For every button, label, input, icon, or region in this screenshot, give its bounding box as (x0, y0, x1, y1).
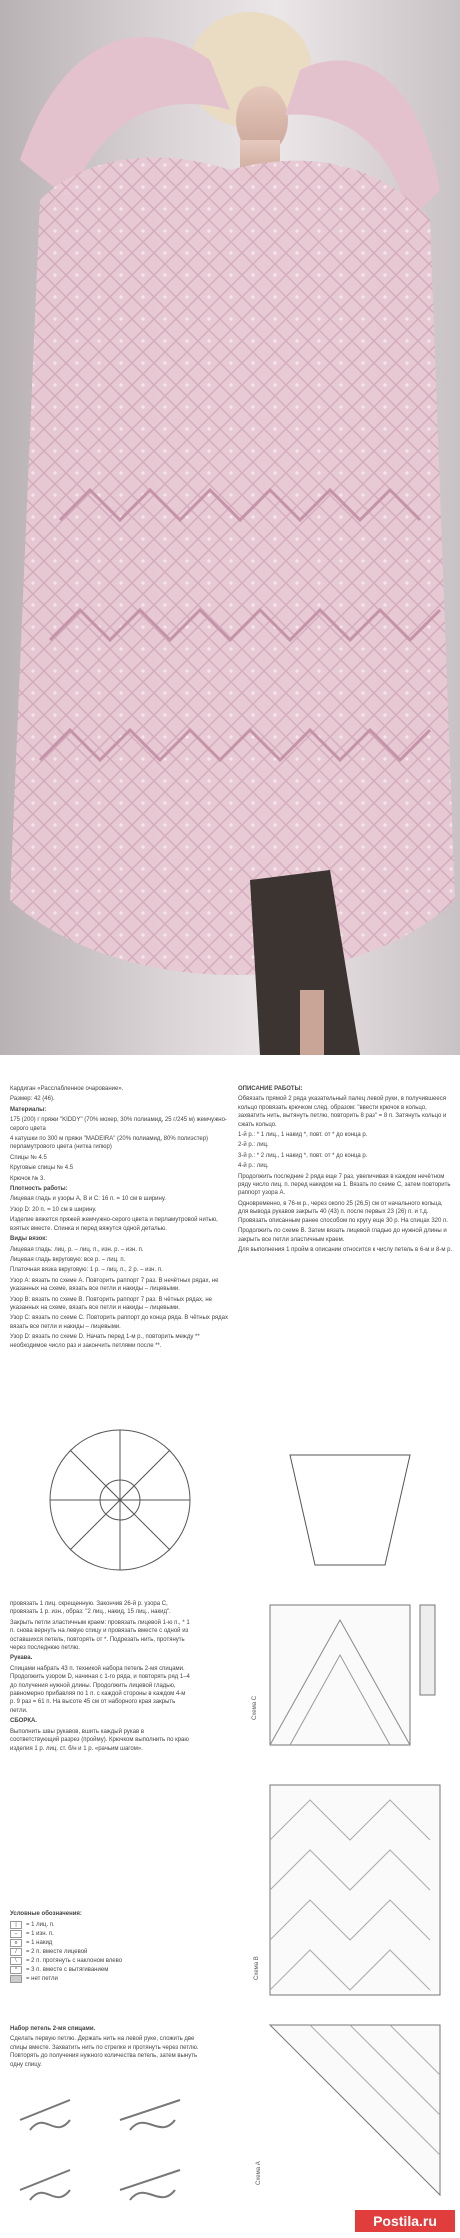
k3tog-icon: ^ (10, 1966, 22, 1974)
sleeves-text: Спицами набрать 43 п. техникой набора петель 2-мя спицами. Продолжить узором D, начиная с 1-го ряда, и повторять ряд 1–4 до получения нужной длины. Продолжить лицевой гладью, равномерно прибавляя по 1 п. с каждой стороны в каждом 4-м р. 9 раз = 61 п. На высоте 45 см от наборного края закрыть петли. (10, 1665, 190, 1714)
stitch-item: Узор В: вязать по схеме В. Повторить раппорт 7 раз. В чётных рядах, не указанных на схеме, вязать все петли и накиды – лицевыми. (10, 1296, 212, 1311)
stitch-item: Узор А: вязать по схеме А. Повторить раппорт 7 раз. В нечётных рядах, не указанных на схеме, вязать все петли и накиды – лицевыми. (10, 1277, 219, 1293)
legend-row: / = 2 п. вместе лицевой (10, 1947, 210, 1956)
scheme-c-chart (250, 1600, 450, 1750)
material-item: Спицы № 4.5 (10, 1154, 47, 1161)
k2tog-icon: / (10, 1948, 22, 1956)
cardigan-illustration (0, 0, 460, 1055)
legend-row: – = 1 изн. п. (10, 1929, 210, 1938)
stitches-heading: Виды вязок: (10, 1236, 48, 1243)
no-stitch-icon (10, 1975, 22, 1983)
stitch-item: Платочная вязка вкруговую: 1 р. – лиц. п., 2 р. – изн. п. (10, 1267, 163, 1274)
cast-on-illustrations (10, 2090, 210, 2225)
row-item: 4-й р.: лиц. (238, 1163, 269, 1170)
model-photo (0, 0, 460, 1055)
material-item: 175 (200) г пряжи "KIDDY" (70% мохер, 30% полиамид, 25 г/245 м) жемчужно-серого цвета (10, 1117, 227, 1132)
material-item: Круговые спицы № 4.5 (10, 1165, 74, 1172)
scheme-c-label: Схема С (252, 1695, 258, 1720)
left-tail-text: Закрыть петли эластичным краем: провязать лицевой 1-ю п., * 1 п. снова вернуть на левую спицу и провязать вместе с одной из оставшихся петель, повторять от *. Подрезать нить, протянуть через последнюю петлю. (10, 1619, 190, 1652)
work-heading: ОПИСАНИЕ РАБОТЫ: (238, 1086, 303, 1092)
assembly-text: Выполнить швы рукавов, вшить каждый рукав в соответствующий разрез (пройму). Крючком выполнить по краю изделия 1 р. лиц. ст. б/н и 1 р. «рачьим шагом». (10, 1728, 189, 1752)
scheme-b-label: Схема B (254, 1956, 260, 1980)
stitch-item: Узор D: вязать по схеме D. Начать перед 1-м р., повторить между ** необходимое число раз и закончить петлями после **. (10, 1334, 200, 1349)
sleeves-heading: Рукава. (10, 1655, 33, 1662)
legend (10, 1910, 210, 1983)
row-item: 1-й р.: * 1 лиц., 1 накид *, повт. от * до конца р. (238, 1132, 368, 1139)
row-item: 3-й р.: * 2 лиц., 1 накид *, повт. от * до конца р. (238, 1152, 368, 1159)
knit-icon: | (10, 1921, 22, 1929)
work-paragraph: Для выполнения 1 пройм в описании относится к числу петель в 6-м и 8-м р. (238, 1246, 453, 1253)
work-paragraph: Продолжить последние 2 ряда еще 7 раз, увеличивая в каждом нечётном ряду число лиц. п. перед накидом на 1. Вязать по схеме С, затем повторить раппорт узора А. (238, 1173, 451, 1197)
stitch-item: Лицевая гладь вкруговую: все р. – лиц. п. (10, 1256, 126, 1263)
cast-on-heading: Набор петель 2-мя спицами. (10, 2026, 96, 2032)
material-item: Крючок № 3. (10, 1175, 46, 1182)
work-paragraph: Одновременно, в 76-м р., через около 25 (26,5) см от начального кольца, для вывода рукавов закрыть 40 (43) п. после первых 23 (26) п. и т.д. Провязать описанным ранее способом по кругу еще 30 р. На спицах 320 п. (238, 1200, 448, 1224)
materials-heading: Материалы: (10, 1106, 47, 1113)
legend-row: = нет петли (10, 1974, 210, 1983)
footer-left (10, 1600, 190, 1755)
stitch-item: Узор С: вязать по схеме С. Повторить раппорт до конца ряда. В чётных рядах вязать все петли и накиды – лицевыми. (10, 1315, 228, 1330)
watermark-logo: Postila.ru (355, 2210, 455, 2232)
size-line: Размер: 42 (46). (10, 1096, 55, 1103)
purl-icon: – (10, 1930, 22, 1938)
left-column (10, 1085, 228, 1352)
legend-row: \ = 2 п. протянуть с наклоном влево (10, 1956, 210, 1965)
scheme-a-label: Схема А (256, 2161, 262, 2185)
stitch-item: Лицевая гладь: лиц. р. – лиц. п., изн. р. – изн. п. (10, 1246, 144, 1253)
schematic-drawings (10, 1415, 450, 1575)
scheme-a-chart (250, 2015, 450, 2205)
work-intro: Обвязать прямой 2 ряда указательный палец левой руки, в получившееся кольцо провязать крючком след. образом: "ввести крючок в кольцо, захватить нить, вытянуть петлю, повторить 8 раз" = 8 п. Затянуть кольцо и сжать кольцо. (238, 1096, 447, 1128)
intro-text: Изделие вяжется пряжей жемчужно-серого цвета и перламутровой нитью, взятых вместе. Спинка и перед вяжутся одной деталью. (10, 1217, 218, 1232)
cast-on-section (10, 2025, 210, 2071)
cast-on-text: Сделать первую петлю. Держать нить на левой руке, сложить две спицы вместе. Захватить нить по стрелке и протянуть через петлю. Повторять до получения нужного количества петель, затем вынуть одну спицу. (10, 2036, 199, 2068)
right-column (238, 1085, 453, 1256)
scheme-b-chart (250, 1780, 450, 2000)
ssk-icon: \ (10, 1957, 22, 1965)
density-heading: Плотность работы: (10, 1186, 68, 1193)
row-item: 2-й р.: лиц. (238, 1142, 269, 1149)
density-item: Лицевая гладь и узоры А, В и С: 16 п. = 10 см в ширину. (10, 1196, 166, 1203)
legend-row: o = 1 накид (10, 1938, 210, 1947)
legend-row: ^ = 3 п. вместе с вытягиванием (10, 1965, 210, 1974)
pattern-title: Кардиган «Расслабленное очарование». (10, 1086, 124, 1092)
legend-heading: Условные обозначения: (10, 1911, 82, 1917)
work-paragraph: Продолжить по схеме В. Затем вязать лицевой гладью до нужной длины и закрыть все петли эластичным краем. (238, 1228, 447, 1243)
yarn-over-icon: o (10, 1939, 22, 1947)
footer-left-text: провязать 1 лиц. скрещенную. Закончив 26-й р. узора С, провязать 1 р. изн., образ: "2 лиц., накид, 15 лиц., накид". (10, 1601, 171, 1616)
legend-row: | = 1 лиц. п. (10, 1920, 210, 1929)
material-item: 4 катушки по 300 м пряжи "MADEIRA" (20% полиамид, 80% полиэстер) перламутрового цвета (нитка гипюр) (10, 1136, 209, 1151)
density-item: Узор D: 20 п. = 10 см в ширину. (10, 1206, 97, 1213)
assembly-heading: СБОРКА. (10, 1718, 37, 1725)
